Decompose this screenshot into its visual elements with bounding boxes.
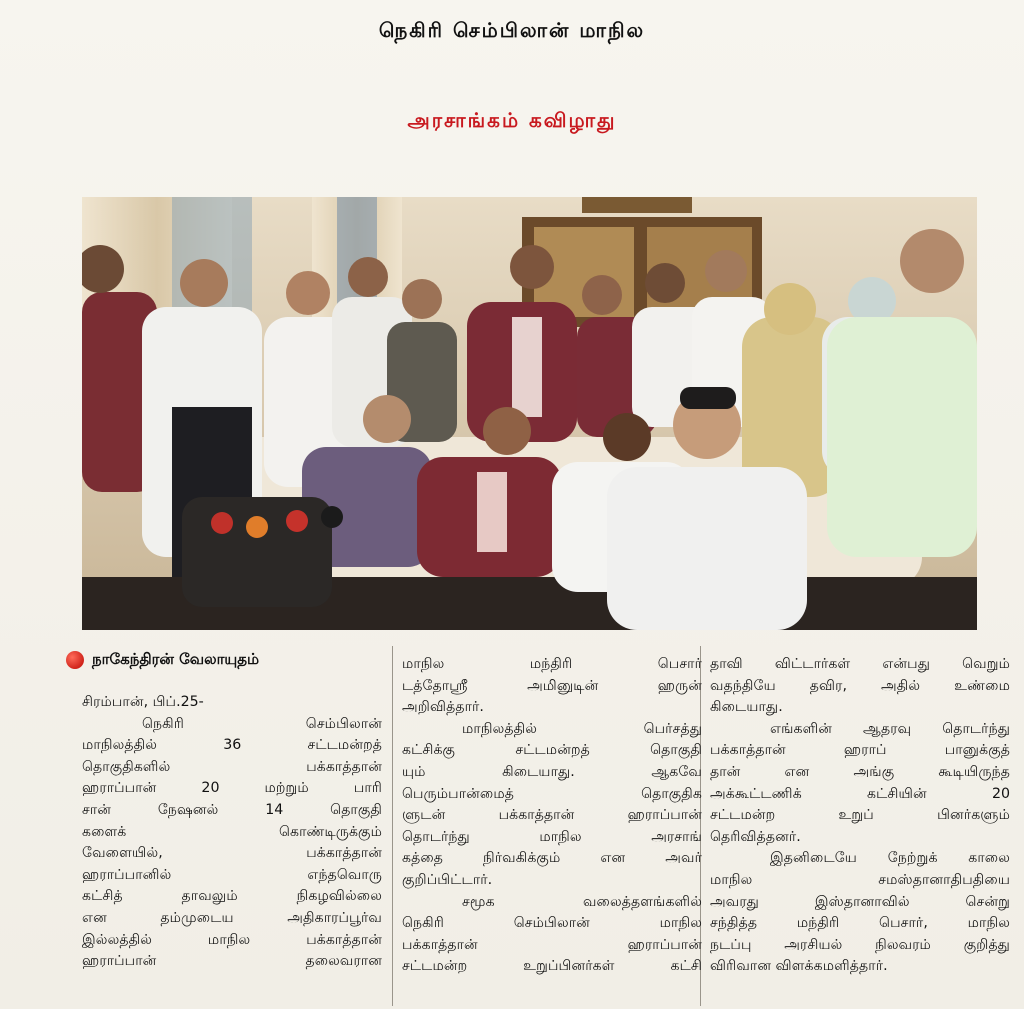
article-line: என தம்முடைய அதிகாரப்பூர்வ [82,909,382,926]
article-line: அறிவித்தார். [402,699,484,716]
article-line: வேளையில், பக்காத்தான் [82,845,382,862]
byline [66,650,259,670]
article-line: களைக் கொண்டிருக்கும் [82,823,382,840]
article-line: மாநில சமஸ்தானாதிபதியை [710,871,1010,888]
article-line: தொடர்ந்து மாநில அரசாங் [402,828,702,845]
article-line: விரிவான விளக்கமளித்தார். [710,958,888,975]
article-line: பெரும்பான்மைத் தொகுதிக [402,785,702,802]
article-line: நெகிரி செம்பிலான் [142,715,382,732]
article-line: ஹராப்பானில் எந்தவொரு [82,866,382,883]
article-line: அவரது இஸ்தானாவில் சென்று [710,893,1010,910]
article-line: நடப்பு அரசியல் நிலவரம் குறித்து [710,936,1010,953]
article-line: அக்கூட்டணிக் கட்சியின் 20 [710,785,1010,802]
article-line: ஹராப்பான் தலைவரான [82,953,382,970]
article-line: மாநிலத்தில் பெர்சத்து [462,720,702,737]
article-line: யும் கிடையாது. ஆகவே [402,763,702,780]
headline-line-1: நெகிரி செம்பிலான் மாநில [378,18,646,42]
article-line: சான் நேஷனல் 14 தொகுதி [82,801,382,818]
article-line: பக்காத்தான் ஹராப் பானுக்குத் [710,742,1010,759]
article-line: கத்தை நிர்வகிக்கும் என அவர் [402,850,702,867]
article-column-2 [402,654,702,978]
press-conference-photo [82,197,977,630]
article-line: நெகிரி செம்பிலான் மாநில [402,915,702,932]
article-line: சட்டமன்ற உறுப் பினர்களும் [710,807,1010,824]
article-line: கட்சித் தாவலும் நிகழவில்லை [82,888,382,905]
dateline: சிரம்பான், பிப்.25- [82,694,204,710]
bullet-dot-icon [66,651,84,669]
article-line: ஹராப்பான் 20 மற்றும் பாரி [82,780,382,797]
article-line: கிடையாது. [710,699,783,716]
article-line: வதந்தியே தவிர, அதில் உண்மை [710,677,1010,694]
article-column-1 [82,692,382,973]
article-line: தொகுதிகளில் பக்காத்தான் [82,758,382,775]
byline-author: நாகேந்திரன் வேலாயுதம் [92,650,260,668]
article-line: மாநில மந்திரி பெசார் [402,656,702,672]
article-line: சந்தித்த மந்திரி பெசார், மாநில [710,915,1010,932]
article-line: தெரிவித்தனர். [710,828,801,845]
article-line: தான் என அங்கு கூடியிருந்த [710,763,1010,780]
article-column-3 [710,654,1010,978]
article-line: பக்காத்தான் ஹராப்பான் [402,936,702,953]
article-line: டத்தோஸ்ரீ அமினுடின் ஹருன் [402,677,702,694]
article-line: கட்சிக்கு சட்டமன்றத் தொகுதி [402,742,702,759]
article-line: சமூக வலைத்தளங்களில் [462,893,702,910]
article-line: சட்டமன்ற உறுப்பினர்கள் கட்சி [402,958,702,975]
headline-line-2: அரசாங்கம் கவிழாது [407,108,617,132]
article-line: மாநிலத்தில் 36 சட்டமன்றத் [82,737,382,754]
article-line: தாவி விட்டார்கள் என்பது வெறும் [710,656,1010,672]
article-line: இல்லத்தில் மாநில பக்காத்தான் [82,931,382,948]
article-line: குறிப்பிட்டார். [402,871,493,888]
article-line: ளுடன் பக்காத்தான் ஹராப்பான் [402,807,702,824]
article-line: எங்களின் ஆதரவு தொடர்ந்து [770,720,1010,737]
article-line: இதனிடையே நேற்றுக் காலை [770,850,1010,867]
column-divider [392,646,393,1006]
